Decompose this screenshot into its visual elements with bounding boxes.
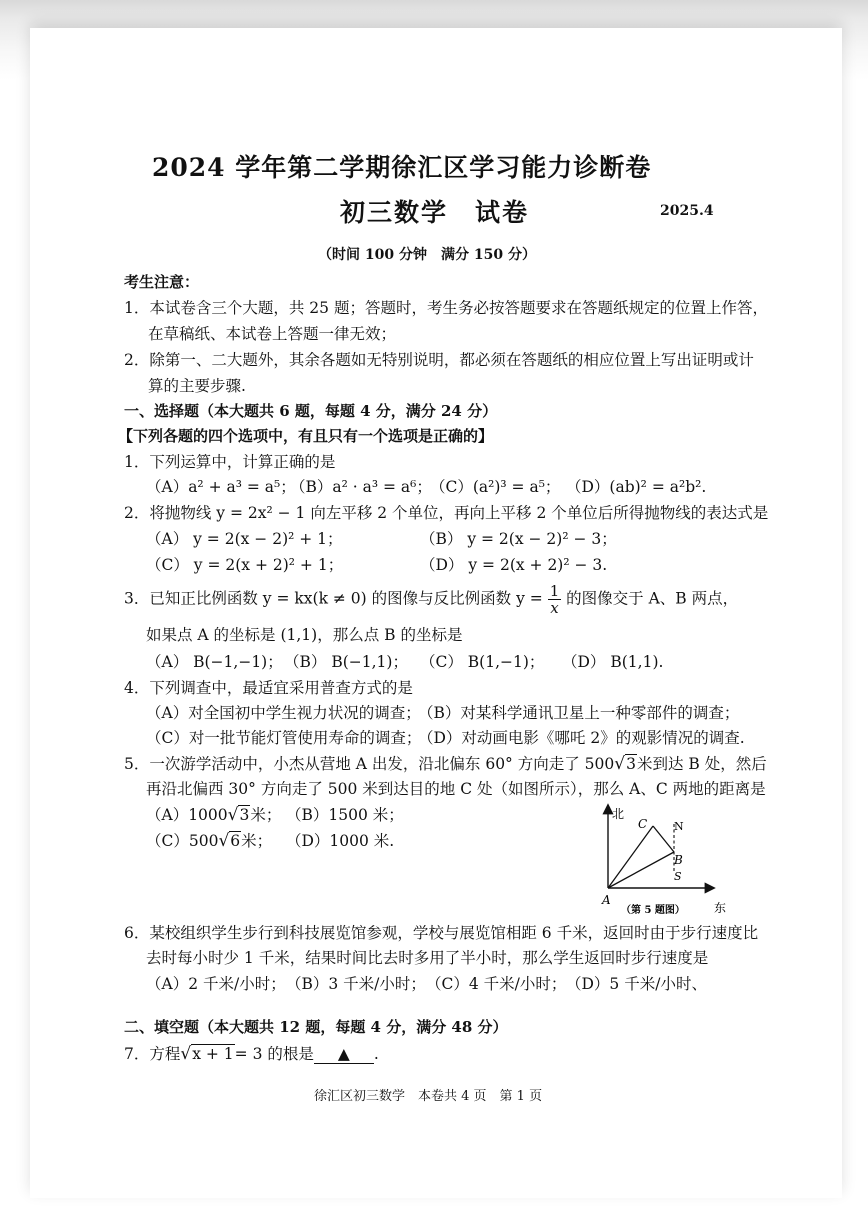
q7-end: . [373,1045,379,1063]
q4-option-b: （B）对某科学通讯卫星上一种零部件的调查； [418,704,740,722]
q4-option-d: （D）对动画电影《哪吒 2》的观影情况的调查. [418,729,745,747]
exam-title: 2024 学年第二学期徐汇区学习能力诊断卷 [152,153,652,182]
q3-stem-pre: 3．已知正比例函数 y = kx(k ≠ 0) 的图像与反比例函数 y = [124,589,543,608]
q1-option-a: （A）a² + a³ = a⁵； [146,478,296,496]
north-label: 北 [612,807,625,821]
notice-item-1-cont: 在草稿纸、本试卷上答题一律无效； [148,325,397,343]
segment-bc [653,826,674,852]
section1-heading: 一、选择题（本大题共 6 题，每题 4 分，满分 24 分） [124,402,498,420]
q7-pre: 7．方程 [124,1045,181,1063]
q1-option-c: （C）(a²)³ = a⁵； [430,478,561,496]
q4-stem: 4．下列调查中，最适宜采用普查方式的是 [124,679,413,697]
q1-option-b: （B）a² · a³ = a⁶； [290,478,432,496]
q2-option-d: （D） y = 2(x + 2)² − 3. [420,556,608,574]
q3-option-a: （A） B(−1,−1)； [146,653,283,671]
q5-option-a [146,803,281,825]
q2-option-c: （C） y = 2(x + 2)² + 1； [146,556,344,574]
q4-option-a: （A）对全国初中学生视力状况的调查； [146,704,421,722]
notice-heading: 考生注意： [124,273,200,291]
q6-option-b: （B）3 千米/小时； [286,975,426,993]
q6-stem: 6．某校组织学生步行到科技展览馆参观，学校与展览馆相距 6 千米，返回时由于步行速度比 [124,924,759,942]
section2-heading: 二、填空题（本大题共 12 题，每题 4 分，满分 48 分） [124,1018,508,1036]
sqrt-sign: √ [180,1044,192,1064]
sqrt-sign: √ [614,754,626,774]
n-label: N [674,820,684,833]
q3-option-d: （D） B(1,1). [562,653,664,671]
time-note: （时间 100 分钟 满分 150 分） [318,247,536,263]
q5-a-pre: （A）1000 [146,806,228,824]
q7-post: = 3 的根是 [234,1045,314,1063]
notice-item-2: 2．除第一、二大题外，其余各题如无特别说明，都必须在答题纸的相应位置上写出证明或计 [124,351,754,369]
sqrt-sign: √ [227,805,239,825]
q7-radicand: x + 1 [192,1045,234,1063]
q5-stem-pre: 5．一次游学活动中，小杰从营地 A 出发，沿北偏东 60° 方向走了 500 [124,755,615,773]
q1-stem: 1．下列运算中，计算正确的是 [124,453,336,471]
segment-ab [608,852,674,888]
q6-option-c: （C）4 千米/小时； [426,975,567,993]
q7-stem [124,1042,379,1064]
figure-5 [588,800,728,920]
q4-option-c: （C）对一批节能灯管使用寿命的调查； [146,729,422,747]
q3-fraction [548,583,562,616]
q5-option-c [146,829,272,851]
q5-a-post: 米； [250,806,282,824]
answer-blank[interactable]: ▲ [314,1045,374,1064]
notice-item-1: 1．本试卷含三个大题，共 25 题；答题时，考生务必按答题要求在答题纸规定的位置上作答， [124,299,768,317]
q5-a-radicand: 3 [239,806,250,824]
exam-subtitle: 初三数学 试卷 [340,198,530,227]
q5-option-b: （B）1500 米； [286,806,404,824]
figure-5-caption: （第 5 题图） [621,905,685,916]
q3-frac-den: x [550,599,559,617]
q5-stem [124,752,767,774]
point-b-label: B [674,853,683,867]
q5-stem-2: 再沿北偏西 30° 方向走了 500 米到达目的地 C 处（如图所示），那么 A、C 两地的距离是 [146,780,766,798]
q2-stem: 2．将抛物线 y = 2x² − 1 向左平移 2 个单位，再向上平移 2 个单位后所得抛物线的表达式是 [124,504,769,522]
q3-stem-post: 的图像交于 A、B 两点， [566,589,739,608]
q6-stem-2: 去时每小时少 1 千米，结果时间比去时多用了半小时，那么学生返回时步行速度是 [146,949,709,967]
q3-stem [124,583,738,616]
q5-c-post: 米； [241,832,273,850]
page-footer: 徐汇区初三数学 本卷共 4 页 第 1 页 [314,1089,543,1104]
q5-option-d: （D）1000 米. [286,832,395,850]
sqrt-sign: √ [218,831,230,851]
notice-item-2-cont: 算的主要步骤. [148,377,246,395]
q5-c-pre: （C）500 [146,832,219,850]
s-label: S [674,870,682,883]
east-label: 东 [714,901,727,915]
section1-instruction: 【下列各题的四个选项中，有且只有一个选项是正确的】 [118,427,494,445]
q2-option-b: （B） y = 2(x − 2)² − 3； [420,530,617,548]
q5-c-radicand: 6 [230,832,241,850]
q6-option-a: （A）2 千米/小时； [146,975,286,993]
q3-stem-2: 如果点 A 的坐标是 (1,1)，那么点 B 的坐标是 [146,626,463,644]
q5-stem-post: 米到达 B 处，然后 [636,755,767,773]
q3-frac-num: 1 [549,582,560,600]
q5-stem-radicand: 3 [626,755,636,773]
q1-option-d: （D）(ab)² = a²b². [566,478,707,496]
exam-date: 2025.4 [660,203,714,219]
segment-ac [608,826,653,888]
q3-option-c: （C） B(1,−1)； [420,653,545,671]
q6-option-d: （D）5 千米/小时、 [566,975,707,993]
point-a-label: A [602,893,611,907]
q3-option-b: （B） B(−1,1)； [284,653,408,671]
q2-option-a: （A） y = 2(x − 2)² + 1； [146,530,343,548]
point-c-label: C [638,817,648,831]
